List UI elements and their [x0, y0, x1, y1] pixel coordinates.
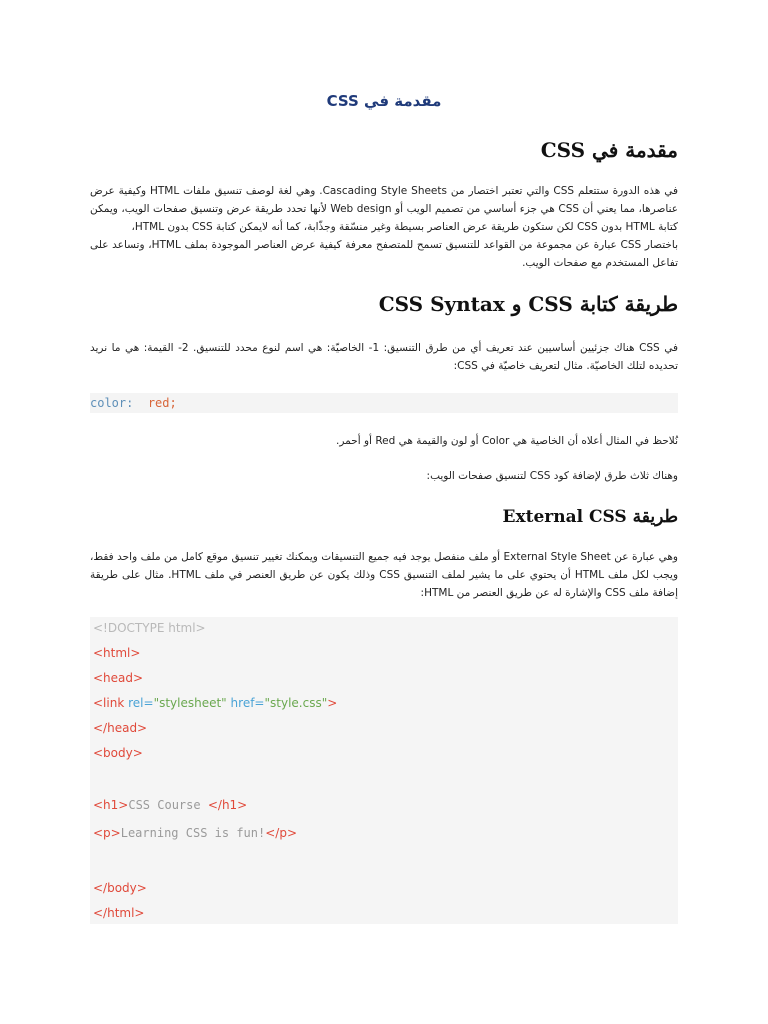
code-line-p: <p>Learning CSS is fun!</p>: [93, 826, 298, 840]
code-line-body-open: <body>: [93, 746, 143, 760]
css-value: red;: [147, 396, 177, 410]
code-line-link: <link rel="stylesheet" href="style.css">: [93, 696, 338, 710]
intro-paragraph-2: باختصار CSS عبارة عن مجموعة من القواعد للتنسيق تسمح للمتصفح معرفة كيفية عرض العناصر الموجودة بملف HTML، وتساعد على تفاعل المستخدم مع صفحات الويب.: [90, 239, 678, 269]
css-inline-example: [90, 393, 678, 413]
html-code-block: [90, 617, 678, 924]
ways-note: وهناك ثلاث طرق لإضافة كود CSS لتنسيق صفحات الويب:: [426, 470, 678, 482]
css-property-text: color:: [90, 396, 134, 410]
intro-paragraph: [90, 182, 678, 272]
code-line-doctype: <!DOCTYPE html>: [93, 621, 206, 635]
section-heading-intro: مقدمة في CSS: [540, 138, 678, 162]
document-title: مقدمة في CSS: [326, 92, 442, 110]
syntax-note: نُلاحظ في المثال أعلاه أن الخاصية هي Color أو لون والقيمة هي Red أو أحمر.: [336, 435, 678, 447]
code-line-body-close: </body>: [93, 881, 147, 895]
section-heading-external: طريقة External CSS: [502, 507, 678, 527]
intro-paragraph-1: في هذه الدورة ستتعلم CSS والتي تعتبر اختصار من Cascading Style Sheets. وهي لغة لوصف تنسيق ملفات HTML وكيفية عرض عناصرها، مما يعني أن CSS هي جزء أساسي من تصميم الويب أو Web design لأنها تحدد طريقة عرض وتنسيق صفحات الويب، ويمكن كتابة HTML بدون CSS لكن ستكون طريقة عرض العناصر بسيطة وغير منسّقة وجذّابة، كما أنه لايمكن كتابة CSS بدون HTML،: [90, 185, 679, 233]
code-line-html-open: <html>: [93, 646, 141, 660]
syntax-paragraph: في CSS هناك جزئيين أساسيين عند تعريف أي من طرق التنسيق: 1- الخاصيّة: هي اسم لنوع محدد للتنسيق. 2- القيمة: هي ما نريد تحديده لتلك الخاصيّة. مثال لتعريف خاصيّة في CSS:: [90, 342, 678, 372]
code-line-head-close: </head>: [93, 721, 148, 735]
code-line-h1: <h1>CSS Course </h1>: [93, 798, 248, 812]
code-line-html-close: </html>: [93, 906, 145, 920]
external-paragraph: وهي عبارة عن External Style Sheet أو ملف منفصل يوجد فيه جميع التنسيقات ويمكنك تغيير تنسيق موقع كامل من ملف واحد فقط، ويجب لكل ملف HTML أن يحتوي على ما يشير لملف التنسيق CSS وذلك يكون عن طريق العنصر في ملف HTML. مثال على طريقة إضافة ملف CSS والإشارة له عن طريق العنصر من HTML:: [90, 551, 679, 599]
code-line-head-open: <head>: [93, 671, 144, 685]
section-heading-syntax: طريقة كتابة CSS و CSS Syntax: [378, 292, 678, 316]
